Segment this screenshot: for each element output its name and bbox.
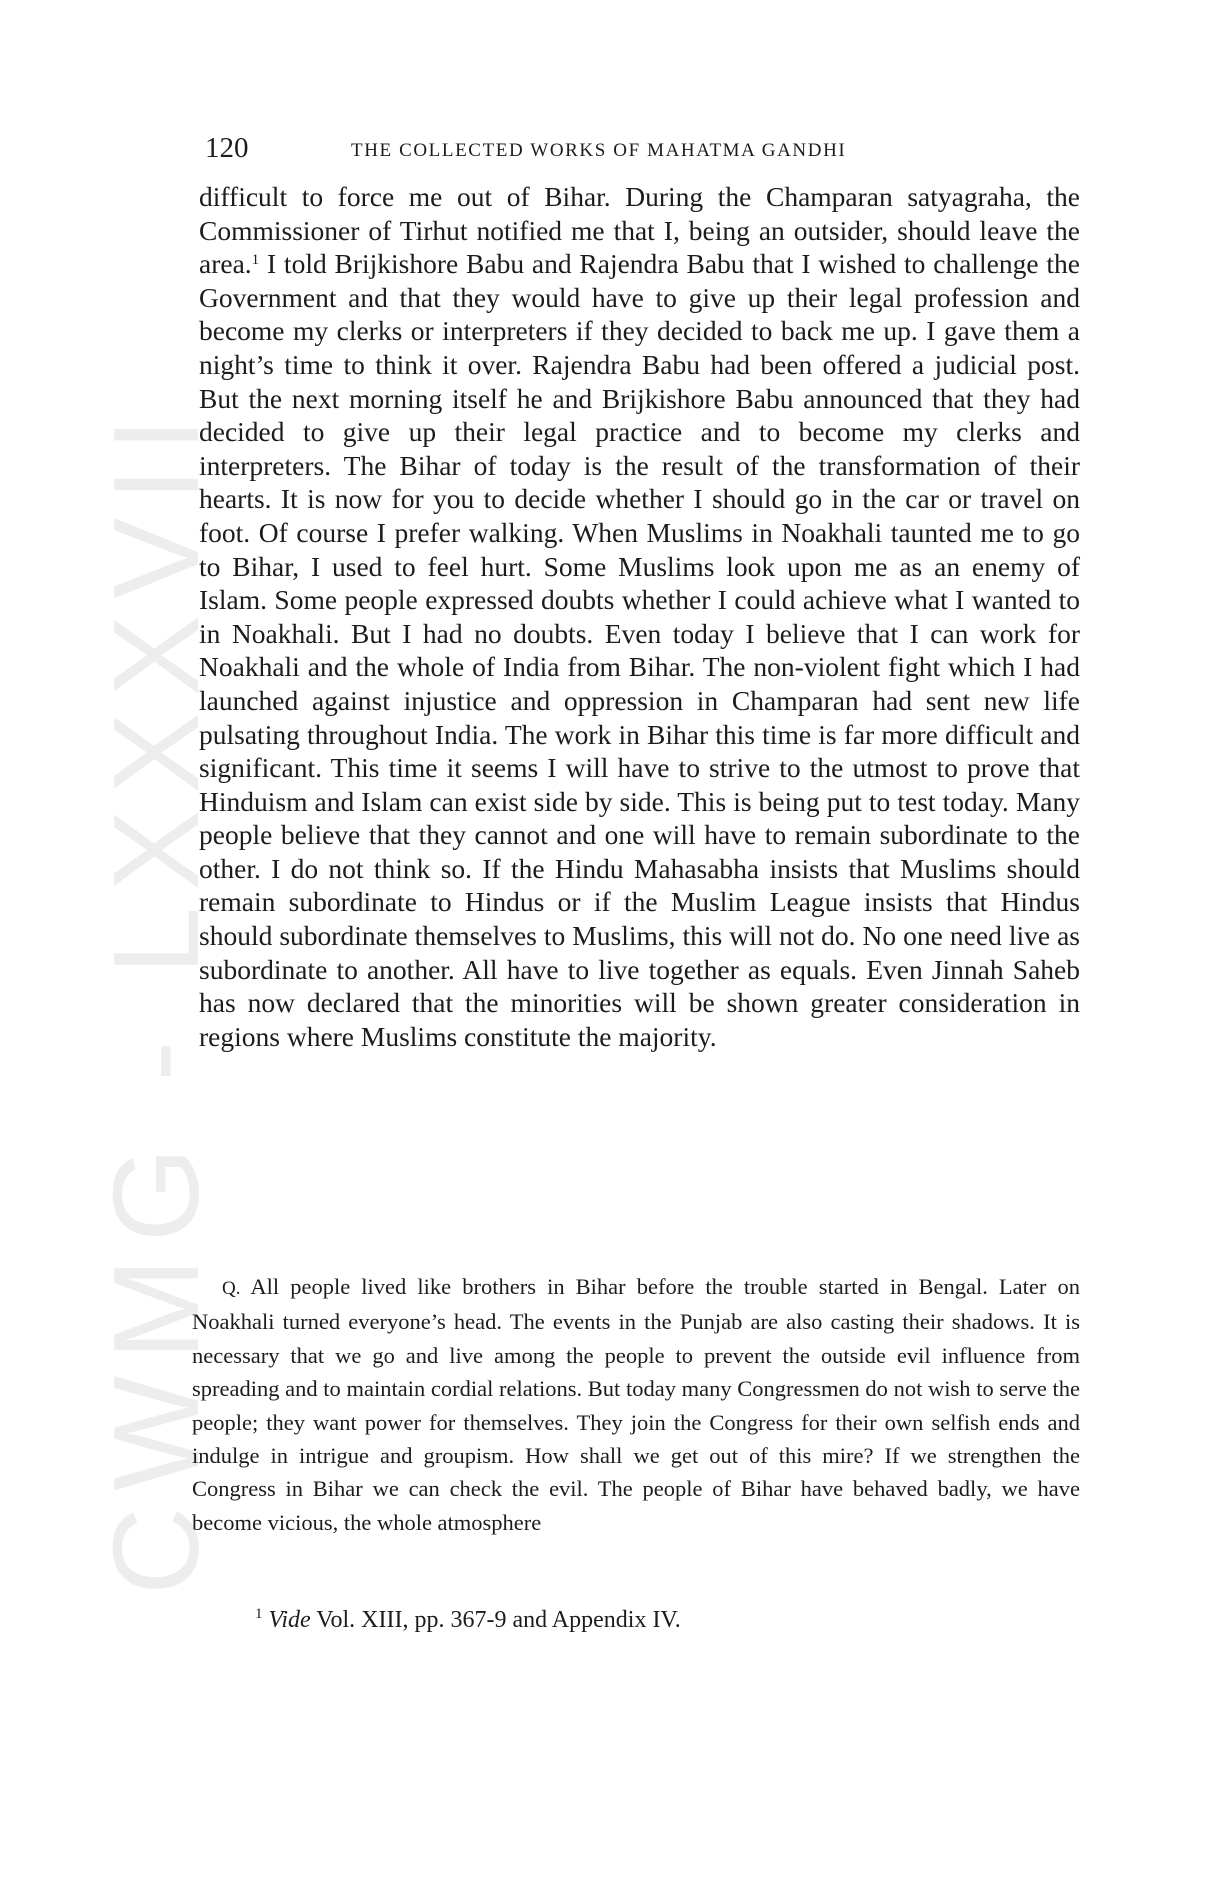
question-text: All people lived like brothers in Bihar before the trouble started in Bengal. Later on Noakhali turned everyone’s head. The events in the Punjab are also casting their shadows. It is necessary that we go and live among the people to prevent the outside evil influence from spreading and to maintain cordial relations. But today many Congressmen do not wish to serve the people; they want power for themselves. They join the Congress for their own selfish ends and indulge in intrigue and groupism. How shall we get out of this mire? If we strengthen the Congress in Bihar we can check the evil. The people of Bihar have behaved badly, we have become vicious, the whole atmosphere: [192, 1274, 1080, 1535]
body-text-part1: difficult to force me out of Bihar. During the Champaran satyagraha, the Commissioner of Tirhut notified me that I, being an outsider, should leave the area.: [199, 181, 1080, 280]
running-head: THE COLLECTED WORKS OF MAHATMA GANDHI: [351, 140, 847, 161]
page-header: [205, 128, 1085, 168]
footnote-marker: 1: [255, 1606, 263, 1622]
body-paragraph: [199, 180, 1080, 1053]
page-number: 120: [205, 132, 249, 164]
footnote-text: Vol. XIII, pp. 367-9 and Appendix IV.: [310, 1607, 681, 1633]
question-label: Q.: [222, 1278, 241, 1299]
watermark: CWMG - LXXXVII: [88, 401, 224, 1595]
footnote: [255, 1597, 681, 1637]
footnote-reference[interactable]: 1: [251, 252, 260, 269]
body-text-part2: I told Brijkishore Babu and Rajendra Babu that I wished to challenge the Government and that they would have to give up their legal profession and become my clerks or interpreters if they decided to back me up. I gave them a night’s time to think it over. Rajendra Babu had been offered a judicial post. But the next morning itself he and Brijkishore Babu announced that they had decided to give up their legal practice and to become my clerks and interpreters. The Bihar of today is the result of the transformation of their hearts. It is now for you to decide whether I should go in the car or travel on foot. Of course I prefer walking. When Muslims in Noakhali taunted me to go to Bihar, I used to feel hurt. Some Muslims look upon me as an enemy of Islam. Some people expressed doubts whether I could achieve what I wanted to in Noakhali. But I had no doubts. Even today I believe that I can work for Noakhali and the whole of India from Bihar. The non-violent fight which I had launched against injustice and oppression in Champaran had sent new life pulsating throughout India. The work in Bihar this time is far more difficult and significant. This time it seems I will have to strive to the utmost to prove that Hinduism and Islam can exist side by side. This is being put to test today. Many people believe that they cannot and one will have to remain subordinate to the other. I do not think so. If the Hindu Mahasabha insists that Muslims should remain subordinate to Hindus or if the Muslim League insists that Hindus should subordinate themselves to Muslims, this will not do. No one need live as subordinate to another. All have to live together as equals. Even Jinnah Saheb has now declared that the minorities will be shown greater consideration in regions where Muslims constitute the majority.: [199, 248, 1080, 1052]
question-paragraph: [192, 1270, 1080, 1539]
footnote-vide: Vide: [268, 1607, 311, 1633]
